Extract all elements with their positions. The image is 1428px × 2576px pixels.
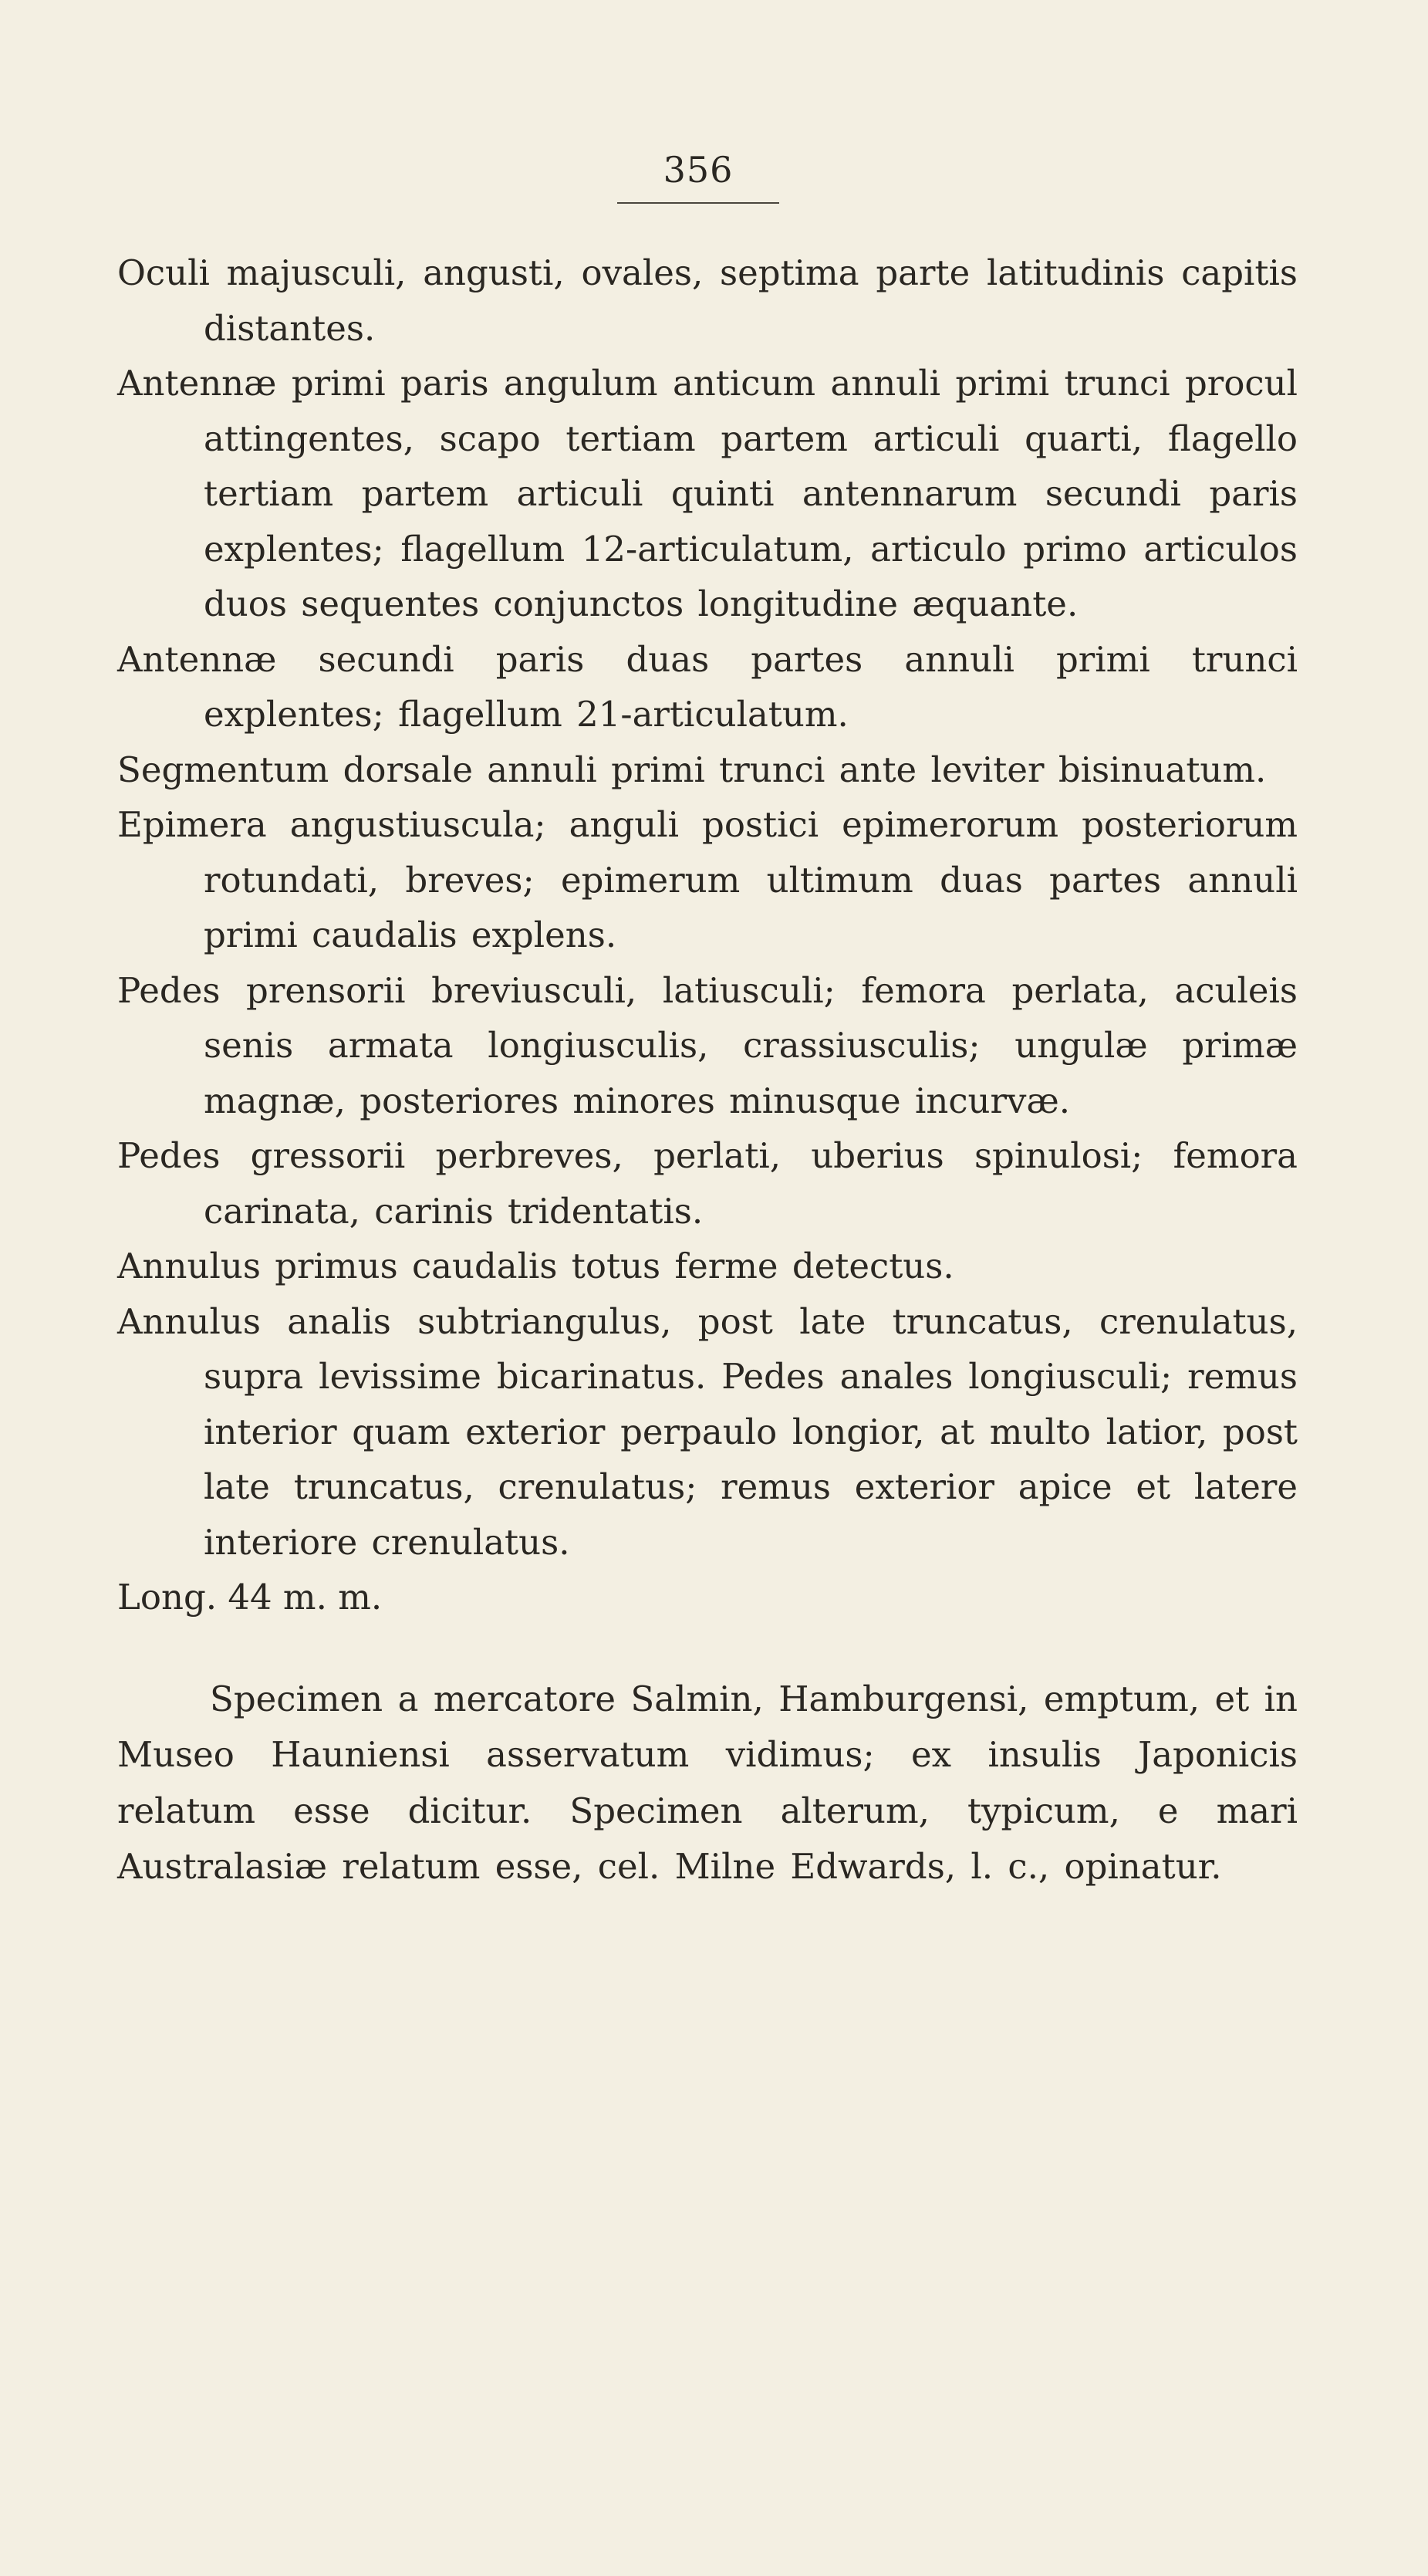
description-first-caudal-ring: Annulus primus caudalis totus ferme detectus. [117, 1246, 954, 1286]
description-walking-legs: Pedes gressorii perbreves, perlati, uberius spinulosi; femora carinata, carinis tridentatis. [117, 1135, 1298, 1232]
paragraph-gap [117, 1625, 1298, 1672]
description-prehensile-legs: Pedes prensorii breviusculi, latiusculi; femora perlata, aculeis senis armata longiusculis, crassiusculis; ungulæ primæ magnæ, posteriores minores minusque incurvæ. [117, 969, 1298, 1121]
description-epimera: Epimera angustiuscula; anguli postici epimerorum posteriorum rotundati, breves; epimerum ultimum duas partes annuli primi caudalis explens. [117, 804, 1298, 955]
description-eyes: Oculi majusculi, angusti, ovales, septima parte latitudinis capitis distantes. [117, 252, 1298, 349]
description-dorsal-segment: Segmentum dorsale annuli primi trunci ante leviter bisinuatum. [117, 749, 1267, 790]
species-description [117, 245, 1298, 1895]
description-second-antennae: Antennæ secundi paris duas partes annuli primi trunci explentes; flagellum 21-articulatum. [117, 638, 1298, 735]
description-first-antennae: Antennæ primi paris angulum anticum annuli primi trunci procul attingentes, scapo tertiam partem articuli quarti, flagello tertiam partem articuli quinti antennarum secundi paris explentes; flagellum 12-articulatum, articulo primo articulos duos sequentes conjunctos longitudine æquante. [117, 363, 1298, 624]
specimen-note: Specimen a mercatore Salmin, Hamburgensi, emptum, et in Museo Hauniensi asservatum vidimus; ex insulis Japonicis relatum esse dicitur. Specimen alterum, typicum, e mari Australasiæ relatum esse, cel. Milne Edwards, l. c., opinatur. [117, 1678, 1298, 1887]
page-number-rule [617, 202, 779, 204]
description-length: Long. 44 m. m. [117, 1577, 383, 1618]
description-anal-ring: Annulus analis subtriangulus, post late truncatus, crenulatus, supra levissime bicarinatus. Pedes anales longiusculi; remus interior quam exterior perpaulo longior, at multo latior, post late truncatus, crenulatus; remus exterior apice et latere interiore crenulatus. [117, 1300, 1298, 1563]
page-number: 356 [663, 149, 734, 191]
